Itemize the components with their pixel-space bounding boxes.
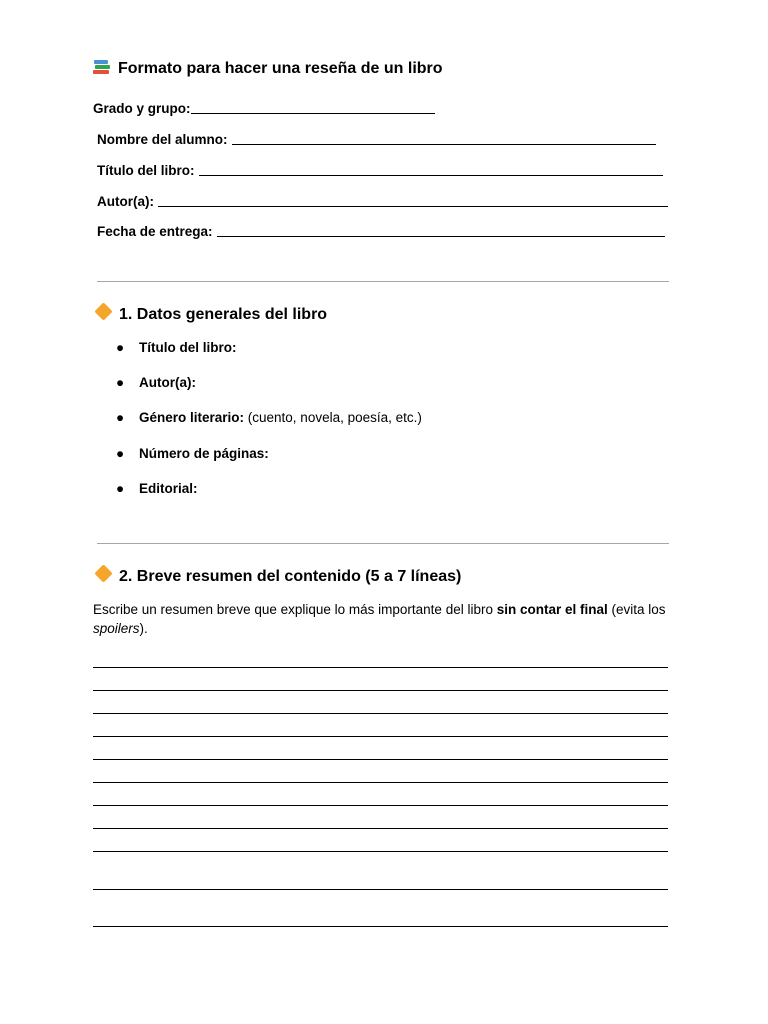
writing-line[interactable] xyxy=(93,690,668,691)
writing-line[interactable] xyxy=(93,713,668,714)
list-item-label: Autor(a): xyxy=(139,375,196,390)
instructions-bold: sin contar el final xyxy=(496,602,608,617)
orange-diamond-icon xyxy=(94,302,112,320)
document-title-text: Formato para hacer una reseña de un libro xyxy=(118,60,443,77)
student-name-field[interactable] xyxy=(97,132,656,147)
list-item: ● Autor(a): xyxy=(116,375,196,390)
writing-line[interactable] xyxy=(93,889,668,890)
list-item: ● Género literario: (cuento, novela, poesía, etc.) xyxy=(116,410,422,425)
writing-line[interactable] xyxy=(93,667,668,668)
section-divider xyxy=(97,543,669,544)
summary-instructions xyxy=(93,600,678,638)
writing-line[interactable] xyxy=(93,782,668,783)
instructions-text-3: ). xyxy=(139,621,148,636)
writing-line[interactable] xyxy=(93,805,668,806)
list-item: ● Editorial: xyxy=(116,481,198,496)
books-icon xyxy=(93,59,111,75)
instructions-italic: spoilers xyxy=(93,621,140,636)
list-item: ● Número de páginas: xyxy=(116,446,269,461)
student-name-line[interactable] xyxy=(232,143,656,145)
grade-group-label: Grado y grupo: xyxy=(93,101,191,116)
author-label: Autor(a): xyxy=(97,194,154,209)
section1-heading xyxy=(93,305,327,324)
writing-line[interactable] xyxy=(93,926,668,927)
section1-title: 1. Datos generales del libro xyxy=(119,306,328,323)
student-name-label: Nombre del alumno: xyxy=(97,132,228,147)
due-date-line[interactable] xyxy=(217,235,665,237)
list-item-label: Editorial: xyxy=(139,481,198,496)
writing-line[interactable] xyxy=(93,851,668,852)
list-item-label: Género literario: xyxy=(139,410,245,425)
section2-title: 2. Breve resumen del contenido (5 a 7 líneas) xyxy=(119,568,462,585)
list-item-note: (cuento, novela, poesía, etc.) xyxy=(244,410,422,425)
list-item-label: Número de páginas: xyxy=(139,446,269,461)
instructions-text: Escribe un resumen breve que explique lo más importante del libro xyxy=(93,602,497,617)
document-title xyxy=(93,59,443,78)
writing-line[interactable] xyxy=(93,759,668,760)
due-date-field[interactable] xyxy=(97,224,665,239)
instructions-text-2: (evita los xyxy=(607,602,666,617)
section-divider xyxy=(97,281,669,282)
grade-group-field[interactable] xyxy=(93,101,435,116)
list-item-label: Título del libro: xyxy=(139,340,237,355)
book-title-label: Título del libro: xyxy=(97,163,195,178)
book-title-field[interactable] xyxy=(97,163,663,178)
writing-line[interactable] xyxy=(93,736,668,737)
section2-heading xyxy=(93,567,461,586)
author-field[interactable] xyxy=(97,194,668,209)
list-item: ● Título del libro: xyxy=(116,340,237,355)
orange-diamond-icon xyxy=(94,564,112,582)
writing-line[interactable] xyxy=(93,828,668,829)
grade-group-line[interactable] xyxy=(191,112,435,114)
book-title-line[interactable] xyxy=(199,174,663,176)
author-line[interactable] xyxy=(158,205,668,207)
due-date-label: Fecha de entrega: xyxy=(97,224,213,239)
